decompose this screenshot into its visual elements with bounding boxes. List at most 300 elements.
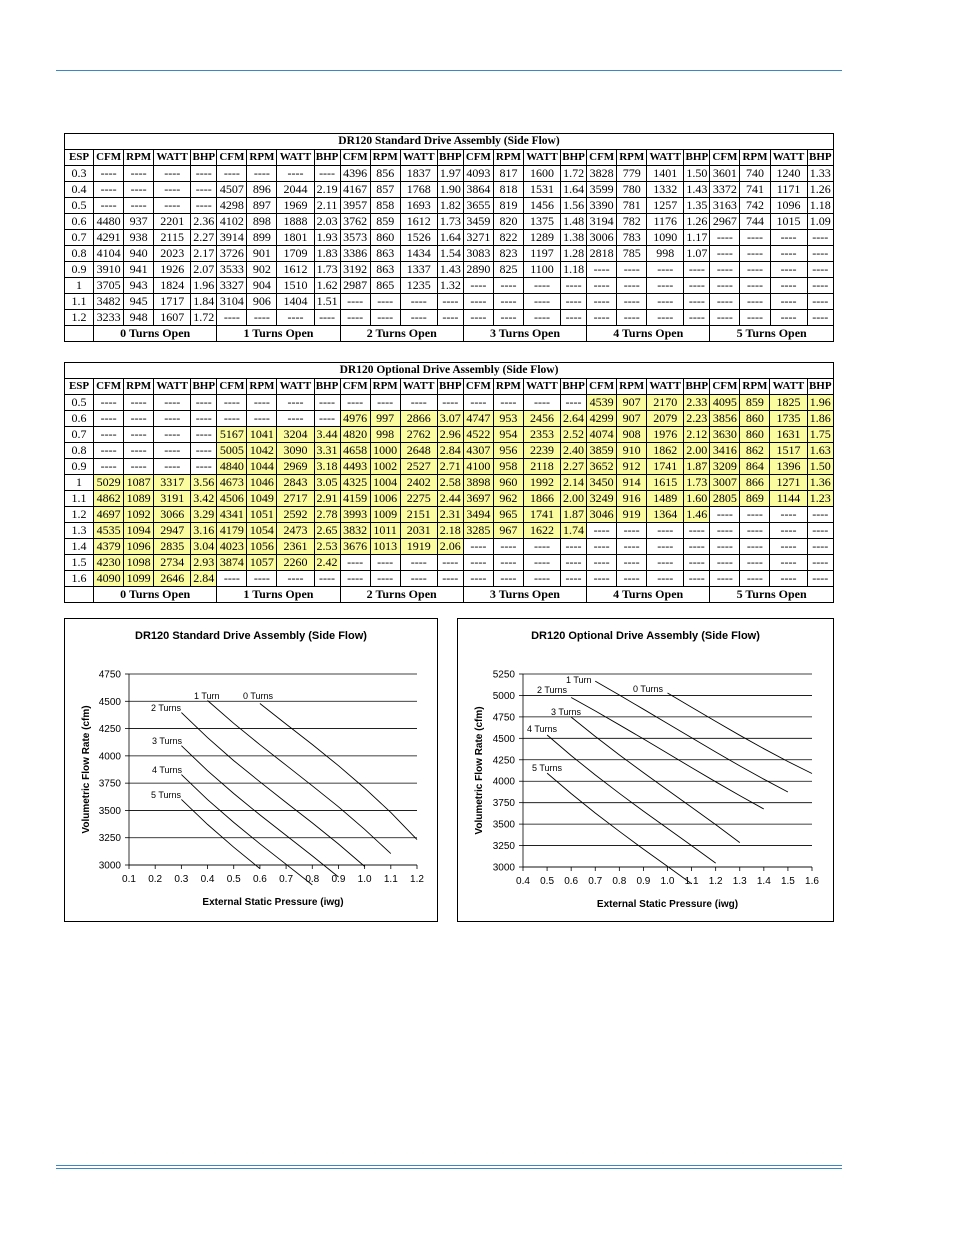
x-tick-label: 1.0 — [357, 874, 372, 885]
data-cell: 4480 — [94, 214, 124, 230]
column-header: CFM — [463, 379, 493, 395]
data-cell: ---- — [770, 278, 807, 294]
esp-cell: 1.1 — [65, 294, 94, 310]
data-cell: ---- — [493, 395, 523, 411]
data-cell: 2023 — [154, 246, 191, 262]
data-cell: 4747 — [463, 411, 493, 427]
column-header: CFM — [217, 379, 247, 395]
data-cell: 2.07 — [191, 262, 217, 278]
data-cell: ---- — [807, 571, 833, 587]
data-cell: ---- — [684, 310, 710, 326]
data-cell: 2835 — [154, 539, 191, 555]
data-cell: 1837 — [400, 166, 437, 182]
data-cell: ---- — [740, 539, 770, 555]
data-cell: 956 — [493, 443, 523, 459]
column-header: BHP — [314, 379, 340, 395]
bottom-rule-2 — [56, 1168, 842, 1169]
column-header: WATT — [154, 379, 191, 395]
data-cell: 1.82 — [437, 198, 463, 214]
data-cell: 1.17 — [684, 230, 710, 246]
data-cell: 3090 — [277, 443, 314, 459]
data-cell: 943 — [124, 278, 154, 294]
series-label: 0 Turns — [633, 684, 664, 694]
bottom-rule — [56, 1165, 842, 1166]
y-tick-label: 4000 — [492, 776, 515, 788]
data-cell: 2275 — [400, 491, 437, 507]
data-cell: 1.87 — [684, 459, 710, 475]
data-cell: ---- — [463, 395, 493, 411]
data-cell: 3533 — [217, 262, 247, 278]
data-cell: ---- — [561, 555, 587, 571]
data-cell: ---- — [277, 395, 314, 411]
y-tick-label: 4000 — [98, 751, 121, 763]
data-cell: 3705 — [94, 278, 124, 294]
column-header: RPM — [370, 379, 400, 395]
data-cell: 902 — [247, 262, 277, 278]
data-cell: ---- — [770, 571, 807, 587]
esp-cell: 0.8 — [65, 246, 94, 262]
data-cell: ---- — [437, 571, 463, 587]
column-header: BHP — [314, 150, 340, 166]
y-tick-label: 4500 — [492, 733, 515, 745]
x-tick-label: 0.5 — [226, 874, 241, 885]
data-cell: 3209 — [710, 459, 740, 475]
data-cell: ---- — [770, 523, 807, 539]
column-header: BHP — [561, 150, 587, 166]
data-cell: ---- — [523, 539, 560, 555]
data-cell: ---- — [340, 310, 370, 326]
data-cell: 2361 — [277, 539, 314, 555]
data-cell: ---- — [740, 523, 770, 539]
data-cell: 2762 — [400, 427, 437, 443]
data-cell: 4090 — [94, 571, 124, 587]
data-cell: 3726 — [217, 246, 247, 262]
data-cell: ---- — [647, 310, 684, 326]
data-cell: 822 — [493, 230, 523, 246]
data-cell: 1456 — [523, 198, 560, 214]
data-cell: 2969 — [277, 459, 314, 475]
data-cell: ---- — [124, 198, 154, 214]
data-cell: 2239 — [523, 443, 560, 459]
table-row — [65, 182, 834, 198]
esp-cell: 1.2 — [65, 310, 94, 326]
esp-cell: 0.4 — [65, 182, 94, 198]
data-cell: 1235 — [400, 278, 437, 294]
data-cell: ---- — [807, 262, 833, 278]
table-row — [65, 395, 834, 411]
data-cell: 953 — [493, 411, 523, 427]
data-cell: 907 — [617, 395, 647, 411]
top-rule — [56, 70, 842, 71]
data-cell: 3762 — [340, 214, 370, 230]
data-cell: 1.23 — [807, 491, 833, 507]
data-cell: ---- — [463, 555, 493, 571]
data-cell: ---- — [684, 523, 710, 539]
data-cell: 3957 — [340, 198, 370, 214]
data-cell: 3856 — [710, 411, 740, 427]
column-header: CFM — [710, 150, 740, 166]
data-cell: 2.18 — [437, 523, 463, 539]
data-cell: 1801 — [277, 230, 314, 246]
data-cell: ---- — [523, 555, 560, 571]
data-cell: ---- — [154, 395, 191, 411]
data-cell: 3372 — [710, 182, 740, 198]
data-cell: ---- — [561, 278, 587, 294]
data-cell: 4159 — [340, 491, 370, 507]
data-cell: 2.53 — [314, 539, 340, 555]
data-cell: 2260 — [277, 555, 314, 571]
series-label: 5 Turns — [532, 763, 563, 773]
esp-cell: 0.5 — [65, 395, 94, 411]
data-cell: 1717 — [154, 294, 191, 310]
data-cell: 1197 — [523, 246, 560, 262]
data-cell: 2592 — [277, 507, 314, 523]
data-cell: ---- — [340, 571, 370, 587]
data-cell: 785 — [617, 246, 647, 262]
data-cell: 820 — [493, 214, 523, 230]
optional-drive-chart — [457, 618, 834, 922]
data-cell: 1042 — [247, 443, 277, 459]
data-cell: 2044 — [277, 182, 314, 198]
x-tick-label: 1.1 — [383, 874, 398, 885]
data-cell: ---- — [617, 294, 647, 310]
data-cell: ---- — [191, 198, 217, 214]
data-cell: ---- — [587, 310, 617, 326]
x-tick-label: 1.3 — [732, 876, 747, 887]
data-cell: ---- — [740, 246, 770, 262]
data-cell: 1531 — [523, 182, 560, 198]
data-cell: ---- — [277, 310, 314, 326]
data-cell: ---- — [710, 539, 740, 555]
table-row — [65, 262, 834, 278]
data-cell: ---- — [807, 294, 833, 310]
series-label: 1 Turn — [194, 691, 220, 701]
data-cell: ---- — [340, 294, 370, 310]
data-cell: 4697 — [94, 507, 124, 523]
esp-cell: 0.6 — [65, 411, 94, 427]
data-cell: 1631 — [770, 427, 807, 443]
data-cell: 898 — [247, 214, 277, 230]
table-row — [65, 294, 834, 310]
data-cell: 1.93 — [314, 230, 340, 246]
data-cell: 1375 — [523, 214, 560, 230]
data-cell: 1.54 — [437, 246, 463, 262]
data-cell: ---- — [340, 555, 370, 571]
data-cell: 1.36 — [807, 475, 833, 491]
data-cell: 1.72 — [561, 166, 587, 182]
data-cell: 2805 — [710, 491, 740, 507]
column-header: BHP — [191, 379, 217, 395]
esp-cell: 1 — [65, 475, 94, 491]
data-cell: 2.58 — [437, 475, 463, 491]
data-cell: ---- — [710, 523, 740, 539]
data-cell: 1.38 — [561, 230, 587, 246]
y-tick-label: 5250 — [492, 669, 515, 681]
table-row — [65, 166, 834, 182]
column-header: ESP — [65, 379, 94, 395]
table-row — [65, 555, 834, 571]
data-cell: ---- — [740, 278, 770, 294]
data-cell: 817 — [493, 166, 523, 182]
data-cell: 2.23 — [684, 411, 710, 427]
data-cell: ---- — [314, 310, 340, 326]
data-cell: ---- — [493, 539, 523, 555]
y-tick-label: 3500 — [98, 805, 121, 817]
data-cell: ---- — [437, 294, 463, 310]
data-cell: ---- — [314, 411, 340, 427]
series-line — [181, 746, 338, 877]
data-cell: 2890 — [463, 262, 493, 278]
data-cell: ---- — [561, 310, 587, 326]
column-header: BHP — [684, 379, 710, 395]
data-cell: 1489 — [647, 491, 684, 507]
data-cell: 901 — [247, 246, 277, 262]
data-cell: ---- — [617, 539, 647, 555]
data-cell: ---- — [523, 294, 560, 310]
data-cell: 744 — [740, 214, 770, 230]
data-cell: 740 — [740, 166, 770, 182]
data-cell: ---- — [740, 230, 770, 246]
data-cell: ---- — [770, 262, 807, 278]
esp-cell: 0.5 — [65, 198, 94, 214]
y-tick-label: 3750 — [492, 798, 515, 810]
data-cell: 3192 — [340, 262, 370, 278]
data-cell: 742 — [740, 198, 770, 214]
data-cell: 2031 — [400, 523, 437, 539]
data-cell: 3652 — [587, 459, 617, 475]
data-cell: ---- — [710, 278, 740, 294]
data-cell: ---- — [217, 310, 247, 326]
data-cell: 2.17 — [191, 246, 217, 262]
data-cell: ---- — [617, 523, 647, 539]
data-cell: 3416 — [710, 443, 740, 459]
data-cell: ---- — [94, 427, 124, 443]
standard-drive-chart-svg — [65, 619, 437, 921]
data-cell: ---- — [561, 539, 587, 555]
data-cell: 2.19 — [314, 182, 340, 198]
series-line — [668, 693, 813, 774]
data-cell: 862 — [740, 443, 770, 459]
y-tick-label: 4750 — [98, 669, 121, 681]
data-cell: 912 — [617, 459, 647, 475]
data-cell: ---- — [124, 395, 154, 411]
data-cell: ---- — [340, 395, 370, 411]
data-cell: 904 — [247, 278, 277, 294]
data-cell: 2.11 — [314, 198, 340, 214]
data-cell: ---- — [314, 395, 340, 411]
data-cell: 866 — [740, 475, 770, 491]
group-label: 0 Turns Open — [94, 326, 217, 342]
data-cell: 856 — [370, 166, 400, 182]
data-cell: ---- — [124, 459, 154, 475]
data-cell: ---- — [617, 310, 647, 326]
data-cell: 860 — [370, 230, 400, 246]
data-cell: 4539 — [587, 395, 617, 411]
data-cell: 4093 — [463, 166, 493, 182]
data-cell: 919 — [617, 507, 647, 523]
data-cell: ---- — [647, 571, 684, 587]
data-cell: 783 — [617, 230, 647, 246]
data-cell: 3249 — [587, 491, 617, 507]
data-cell: 3390 — [587, 198, 617, 214]
data-cell: 4522 — [463, 427, 493, 443]
data-cell: 1006 — [370, 491, 400, 507]
data-cell: ---- — [807, 230, 833, 246]
data-cell: 3676 — [340, 539, 370, 555]
data-cell: ---- — [154, 427, 191, 443]
data-cell: ---- — [523, 571, 560, 587]
x-tick-label: 0.8 — [612, 876, 627, 887]
data-cell: 1004 — [370, 475, 400, 491]
data-cell: 2.06 — [437, 539, 463, 555]
data-cell: 3191 — [154, 491, 191, 507]
data-cell: 897 — [247, 198, 277, 214]
data-cell: ---- — [400, 555, 437, 571]
data-cell: ---- — [647, 262, 684, 278]
data-cell: ---- — [710, 230, 740, 246]
data-cell: ---- — [370, 310, 400, 326]
table-row — [65, 443, 834, 459]
data-cell: ---- — [217, 571, 247, 587]
data-cell: 3327 — [217, 278, 247, 294]
series-label: 2 Turns — [537, 685, 568, 695]
esp-cell: 1.5 — [65, 555, 94, 571]
column-header: WATT — [523, 150, 560, 166]
data-cell: 1.90 — [437, 182, 463, 198]
column-header: RPM — [247, 150, 277, 166]
column-header: CFM — [217, 150, 247, 166]
data-cell: 3046 — [587, 507, 617, 523]
data-cell: 3630 — [710, 427, 740, 443]
column-header: CFM — [94, 379, 124, 395]
table-row — [65, 246, 834, 262]
column-header: RPM — [740, 379, 770, 395]
data-cell: 948 — [124, 310, 154, 326]
data-cell: 4291 — [94, 230, 124, 246]
esp-cell: 0.9 — [65, 459, 94, 475]
column-header: BHP — [807, 150, 833, 166]
data-cell: 2151 — [400, 507, 437, 523]
data-cell: 4535 — [94, 523, 124, 539]
data-cell: ---- — [124, 166, 154, 182]
data-cell: 2353 — [523, 427, 560, 443]
data-cell: 1011 — [370, 523, 400, 539]
data-cell: ---- — [647, 294, 684, 310]
data-cell: 899 — [247, 230, 277, 246]
data-cell: 3601 — [710, 166, 740, 182]
data-cell: 4507 — [217, 182, 247, 198]
data-cell: 1.43 — [437, 262, 463, 278]
data-cell: 3.31 — [314, 443, 340, 459]
standard-drive-table — [64, 133, 834, 342]
data-cell: 4100 — [463, 459, 493, 475]
y-tick-label: 4500 — [98, 696, 121, 708]
data-cell: 1607 — [154, 310, 191, 326]
data-cell: ---- — [740, 507, 770, 523]
data-cell: 2.31 — [437, 507, 463, 523]
data-cell: ---- — [807, 523, 833, 539]
column-header: WATT — [647, 150, 684, 166]
data-cell: 1054 — [247, 523, 277, 539]
data-cell: ---- — [770, 555, 807, 571]
data-cell: ---- — [710, 294, 740, 310]
data-cell: 1919 — [400, 539, 437, 555]
data-cell: 3.18 — [314, 459, 340, 475]
data-cell: ---- — [437, 395, 463, 411]
data-cell: ---- — [217, 395, 247, 411]
series-line — [571, 698, 764, 810]
data-cell: 965 — [493, 507, 523, 523]
data-cell: 2.42 — [314, 555, 340, 571]
data-cell: 779 — [617, 166, 647, 182]
data-cell: 2079 — [647, 411, 684, 427]
data-cell: 3.16 — [191, 523, 217, 539]
data-cell: 2843 — [277, 475, 314, 491]
data-cell: 4341 — [217, 507, 247, 523]
data-cell: 940 — [124, 246, 154, 262]
column-header: BHP — [437, 379, 463, 395]
x-tick-label: 0.7 — [279, 874, 294, 885]
x-tick-label: 0.8 — [305, 874, 320, 885]
data-cell: ---- — [94, 411, 124, 427]
data-cell: 2.84 — [437, 443, 463, 459]
standard-drive-chart — [64, 618, 438, 922]
data-cell: ---- — [247, 571, 277, 587]
data-cell: ---- — [124, 443, 154, 459]
data-cell: 4658 — [340, 443, 370, 459]
data-cell: 1000 — [370, 443, 400, 459]
data-cell: ---- — [647, 555, 684, 571]
x-tick-label: 0.2 — [148, 874, 163, 885]
y-tick-label: 3750 — [98, 778, 121, 790]
data-cell: 1099 — [124, 571, 154, 587]
data-cell: 857 — [370, 182, 400, 198]
data-cell: 1612 — [400, 214, 437, 230]
data-cell: 3066 — [154, 507, 191, 523]
data-cell: ---- — [154, 443, 191, 459]
data-cell: ---- — [710, 571, 740, 587]
data-cell: ---- — [807, 539, 833, 555]
data-cell: 1517 — [770, 443, 807, 459]
data-cell: ---- — [710, 555, 740, 571]
data-cell: 1176 — [647, 214, 684, 230]
data-cell: 4074 — [587, 427, 617, 443]
column-header: WATT — [400, 150, 437, 166]
data-cell: 865 — [370, 278, 400, 294]
group-label: 5 Turns Open — [710, 587, 834, 603]
data-cell: 1015 — [770, 214, 807, 230]
esp-cell: 1.6 — [65, 571, 94, 587]
data-cell: 869 — [740, 491, 770, 507]
data-cell: 1510 — [277, 278, 314, 294]
data-cell: 3828 — [587, 166, 617, 182]
data-cell: 3386 — [340, 246, 370, 262]
column-header: BHP — [191, 150, 217, 166]
column-header: CFM — [587, 150, 617, 166]
series-label: 0 Turns — [243, 691, 274, 701]
data-cell: 3.04 — [191, 539, 217, 555]
data-cell: 2.27 — [191, 230, 217, 246]
data-cell: 1364 — [647, 507, 684, 523]
data-cell: 4396 — [340, 166, 370, 182]
data-cell: 2648 — [400, 443, 437, 459]
data-cell: 1612 — [277, 262, 314, 278]
table-row — [65, 539, 834, 555]
data-cell: 4506 — [217, 491, 247, 507]
data-cell: 1768 — [400, 182, 437, 198]
data-cell: ---- — [587, 555, 617, 571]
data-cell: 1056 — [247, 539, 277, 555]
